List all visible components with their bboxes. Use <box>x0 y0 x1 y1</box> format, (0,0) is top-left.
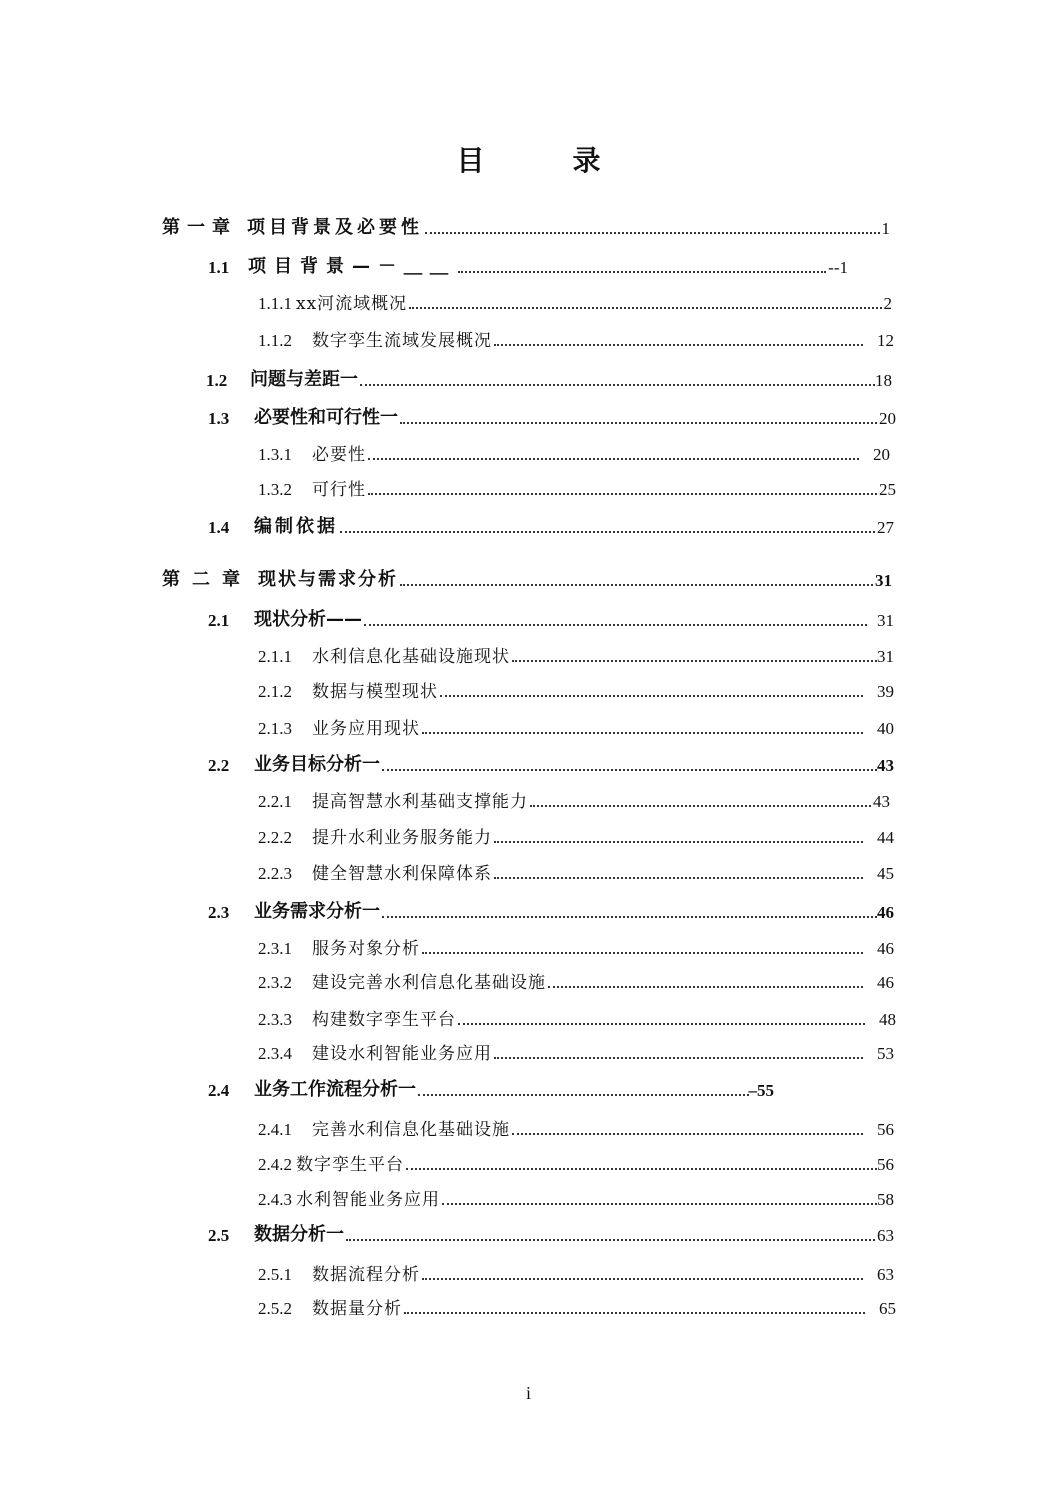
leader-dots <box>382 915 877 918</box>
entry-page: 46 <box>877 973 894 992</box>
entry-page: 58 <box>877 1190 894 1209</box>
leader-dots <box>494 876 863 879</box>
entry-number: 2.2.3 <box>258 864 292 883</box>
leader-dots <box>340 530 875 533</box>
toc-entry-2-3-1[interactable] <box>258 931 894 959</box>
entry-label: 数据流程分析 <box>312 1265 420 1285</box>
entry-label: 数字孪生平台 <box>296 1155 404 1175</box>
leader-dots <box>422 731 863 734</box>
leader-dots <box>530 804 871 807</box>
entry-number: 2.5.1 <box>258 1265 292 1284</box>
entry-label: 现状分析—— <box>254 609 362 630</box>
entry-number: 1.1 <box>208 258 230 277</box>
entry-number: 2.3.1 <box>258 939 292 958</box>
leader-dots <box>422 1277 863 1280</box>
entry-label: 问题与差距一 <box>250 369 358 390</box>
entry-page: 18 <box>875 371 892 390</box>
entry-page: 53 <box>877 1044 894 1063</box>
entry-page: 1 <box>881 219 890 238</box>
entry-number: 2.4.2 <box>258 1155 292 1174</box>
leader-dots <box>494 343 863 346</box>
entry-number: 2.5.2 <box>258 1299 292 1318</box>
toc-entry-2-2-2[interactable] <box>258 820 894 848</box>
toc-entry-2-5-1[interactable] <box>258 1257 894 1285</box>
entry-number: 2.4.3 <box>258 1190 292 1209</box>
entry-page: 63 <box>877 1265 894 1284</box>
entry-number: 1.3.2 <box>258 480 292 499</box>
toc-entry-2-3-3[interactable] <box>258 1002 896 1030</box>
toc-entry-1-4[interactable] <box>208 510 894 538</box>
leader-dots <box>360 383 875 386</box>
entry-page: 56 <box>877 1155 894 1174</box>
entry-label: 业务目标分析一 <box>254 754 380 775</box>
entry-page: 31 <box>877 647 894 666</box>
leader-dots <box>548 985 863 988</box>
entry-page: 20 <box>879 409 896 428</box>
entry-page: 12 <box>877 331 894 350</box>
entry-label: 可行性 <box>312 480 366 500</box>
entry-number: 2.2.2 <box>258 828 292 847</box>
entry-page: 44 <box>877 828 894 847</box>
leader-dots <box>368 492 877 495</box>
toc-entry-2-3-4[interactable] <box>258 1036 894 1064</box>
toc-entry-2-2-1[interactable] <box>258 784 890 812</box>
entry-page: 48 <box>879 1010 896 1029</box>
toc-entry-1-1-1[interactable] <box>258 286 892 314</box>
entry-page: --1 <box>828 258 848 277</box>
leader-dots <box>458 270 826 273</box>
entry-number: 1.1.1 <box>258 294 292 313</box>
entry-label: 必要性和可行性一 <box>254 407 398 428</box>
entry-label: xx河流域概况 <box>296 294 408 314</box>
leader-dots <box>512 1132 863 1135</box>
entry-page: 56 <box>877 1120 894 1139</box>
entry-number: 1.2 <box>206 371 228 390</box>
entry-label: 提高智慧水利基础支撑能力 <box>312 792 528 812</box>
entry-label: 必要性 <box>312 445 366 465</box>
entry-number: 2.3.4 <box>258 1044 292 1063</box>
toc-entry-2-2-3[interactable] <box>258 856 894 884</box>
entry-label: 提升水利业务服务能力 <box>312 828 492 848</box>
toc-entry-2-5-2[interactable] <box>258 1291 896 1319</box>
entry-label: 数字孪生流域发展概况 <box>312 331 492 351</box>
toc-entry-2-4-1[interactable] <box>258 1112 894 1140</box>
toc-entry-1-1-2[interactable] <box>258 323 894 351</box>
entry-number: 2.4 <box>208 1081 230 1100</box>
leader-dots <box>512 659 877 662</box>
toc-entry-1-1[interactable] <box>208 250 848 278</box>
entry-label: 数据量分析 <box>312 1299 402 1319</box>
toc-entry-1-2[interactable] <box>206 363 892 391</box>
entry-number: 2.3.3 <box>258 1010 292 1029</box>
entry-label: 业务工作流程分析一 <box>254 1079 416 1100</box>
entry-number: 2.5 <box>208 1226 230 1245</box>
toc-entry-2-4-3[interactable] <box>258 1182 894 1210</box>
entry-label: 完善水利信息化基础设施 <box>312 1120 510 1140</box>
leader-dots <box>409 306 881 309</box>
entry-label: 健全智慧水利保障体系 <box>312 864 492 884</box>
leader-dots <box>494 1056 863 1059</box>
leader-dots <box>382 768 877 771</box>
leader-dots <box>404 1311 865 1314</box>
toc-entry-1-3[interactable] <box>208 401 896 429</box>
entry-label: 建设完善水利信息化基础设施 <box>312 973 546 993</box>
entry-page: 46 <box>877 939 894 958</box>
entry-page: 25 <box>879 480 896 499</box>
entry-page: 31 <box>875 571 892 590</box>
toc-entry-2-5[interactable] <box>208 1218 894 1246</box>
entry-number: 2.1.3 <box>258 719 292 738</box>
leader-dots <box>400 583 873 586</box>
toc-entry-chapter-2[interactable] <box>162 563 892 591</box>
toc-entry-2-1-1[interactable] <box>258 639 894 667</box>
entry-label: 水利智能业务应用 <box>296 1190 440 1210</box>
entry-page: 63 <box>877 1226 894 1245</box>
toc-entry-chapter-1[interactable] <box>162 211 890 239</box>
toc-entry-2-3[interactable] <box>208 895 894 923</box>
entry-page: 40 <box>877 719 894 738</box>
leader-dots <box>458 1022 865 1025</box>
entry-number: 2.2.1 <box>258 792 292 811</box>
entry-page: 2 <box>883 294 892 313</box>
entry-label: 水利信息化基础设施现状 <box>312 647 510 667</box>
entry-number: 第一章 <box>162 217 237 238</box>
entry-label: 现状与需求分析 <box>258 569 398 590</box>
entry-number: 1.1.2 <box>258 331 292 350</box>
entry-number: 2.2 <box>208 756 230 775</box>
toc-entry-2-1[interactable] <box>208 603 894 631</box>
entry-page: 46 <box>877 903 894 922</box>
entry-label: 项目背景及必要性 <box>247 217 423 238</box>
leader-dots <box>418 1093 749 1096</box>
leader-dots <box>440 694 863 697</box>
entry-label: 项目背景—－＿＿ <box>248 256 456 277</box>
entry-page: 43 <box>873 792 890 811</box>
entry-number: 1.4 <box>208 518 230 537</box>
entry-number: 2.1.2 <box>258 682 292 701</box>
entry-label: 业务需求分析一 <box>254 901 380 922</box>
entry-number: 2.3.2 <box>258 973 292 992</box>
entry-label: 服务对象分析 <box>312 939 420 959</box>
entry-number: 2.3 <box>208 903 230 922</box>
entry-number: 2.1 <box>208 611 230 630</box>
toc-entry-1-3-2[interactable] <box>258 472 896 500</box>
entry-number: 第二章 <box>162 569 252 590</box>
entry-page: 31 <box>877 611 894 630</box>
toc-entry-2-1-3[interactable] <box>258 711 894 739</box>
leader-dots <box>406 1167 877 1170</box>
entry-page: 27 <box>877 518 894 537</box>
leader-dots <box>400 421 877 424</box>
entry-label: 数据与模型现状 <box>312 682 438 702</box>
page-footer-number: i <box>525 1383 531 1403</box>
entry-number: 2.4.1 <box>258 1120 292 1139</box>
entry-number: 1.3.1 <box>258 445 292 464</box>
entry-page: 43 <box>877 756 894 775</box>
leader-dots <box>442 1202 877 1205</box>
entry-label: 业务应用现状 <box>312 719 420 739</box>
toc-entry-2-3-2[interactable] <box>258 965 894 993</box>
leader-dots <box>494 840 863 843</box>
entry-number: 2.1.1 <box>258 647 292 666</box>
entry-page: 45 <box>877 864 894 883</box>
entry-label: 数据分析一 <box>254 1224 344 1245</box>
toc-entry-2-4-2[interactable] <box>258 1147 894 1175</box>
entry-number: 1.3 <box>208 409 230 428</box>
leader-dots <box>425 231 880 234</box>
entry-page: 65 <box>879 1299 896 1318</box>
toc-entry-2-4[interactable] <box>208 1073 774 1101</box>
entry-label: 建设水利智能业务应用 <box>312 1044 492 1064</box>
entry-page: –55 <box>748 1081 774 1100</box>
entry-label: 构建数字孪生平台 <box>312 1010 456 1030</box>
toc-entry-2-1-2[interactable] <box>258 674 894 702</box>
leader-dots <box>368 457 859 460</box>
leader-dots <box>364 623 867 626</box>
entry-page: 20 <box>873 445 890 464</box>
leader-dots <box>422 951 863 954</box>
entry-page: 39 <box>877 682 894 701</box>
toc-title: 目 录 <box>456 144 631 177</box>
toc-entry-2-2[interactable] <box>208 748 894 776</box>
leader-dots <box>346 1238 875 1241</box>
entry-label: 编制依据 <box>254 516 338 537</box>
toc-entry-1-3-1[interactable] <box>258 437 890 465</box>
